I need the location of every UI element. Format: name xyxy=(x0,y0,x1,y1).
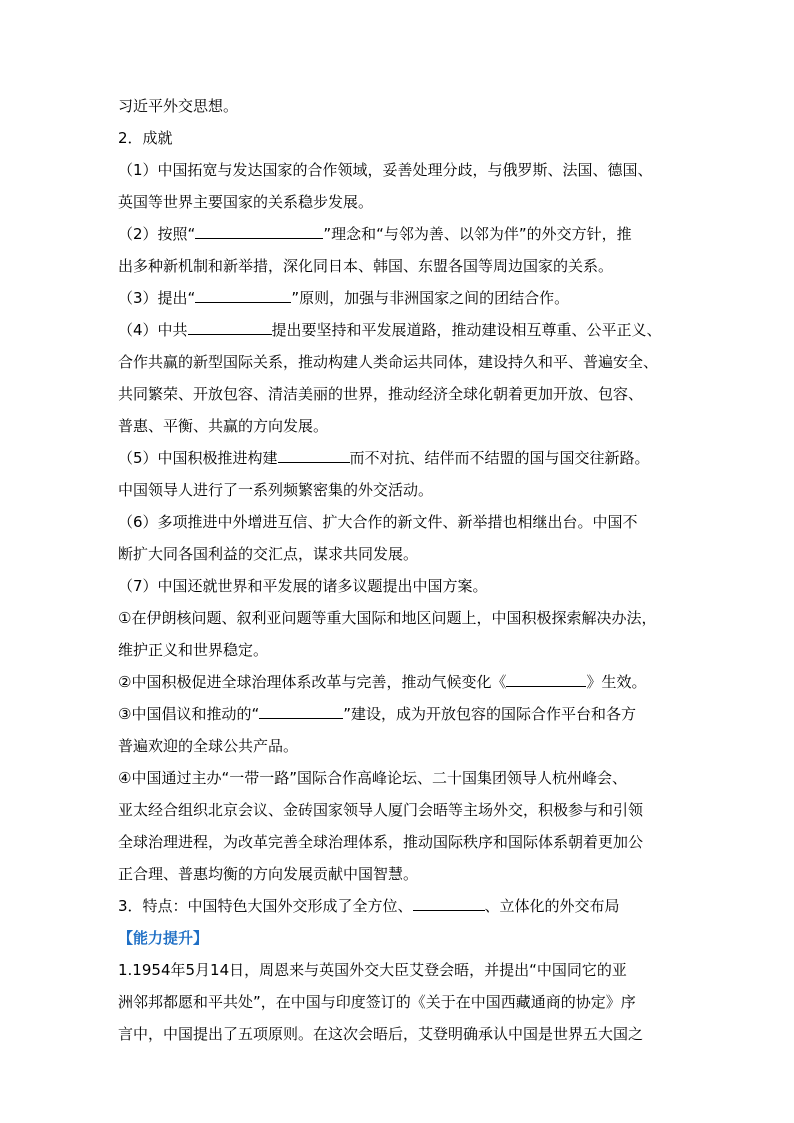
text-line: ①在伊朗核问题、叙利亚问题等重大国际和地区问题上，中国积极探索解决办法， xyxy=(118,609,657,627)
fill-blank[interactable] xyxy=(278,448,350,463)
subheading-achievements: 2．成就 xyxy=(118,129,173,147)
text-line: （7）中国还就世界和平发展的诸多议题提出中国方案。 xyxy=(118,577,488,595)
text-line: （6）多项推进中外增进互信、扩大合作的新文件、新举措也相继出台。中国不 xyxy=(118,513,638,531)
question-line: 洲邻邦都愿和平共处”，在中国与印度签订的《关于在中国西藏通商的协定》序 xyxy=(118,993,636,1011)
text-line-with-blank: 3．特点：中国特色大国外交形成了全方位、 、立体化的外交布局 xyxy=(118,897,620,915)
text-line: 英国等世界主要国家的关系稳步发展。 xyxy=(118,193,374,211)
text-line: 共同繁荣、开放包容、清洁美丽的世界，推动经济全球化朝着更加开放、包容、 xyxy=(118,385,644,403)
fill-blank[interactable] xyxy=(188,320,272,335)
text-line: 普遍欢迎的全球公共产品。 xyxy=(118,737,299,755)
fill-blank[interactable] xyxy=(259,704,343,719)
fill-blank[interactable] xyxy=(413,896,485,911)
text-line: 合作共赢的新型国际关系，推动构建人类命运共同体，建设持久和平、普遍安全、 xyxy=(118,353,659,371)
text-line: 中国领导人进行了一系列频繁密集的外交活动。 xyxy=(118,481,434,499)
text-line: 亚太经合组织北京会议、金砖国家领导人厦门会晤等主场外交，积极参与和引领 xyxy=(118,801,644,819)
text-line: 断扩大同各国利益的交汇点，谋求共同发展。 xyxy=(118,545,419,563)
question-line: 1.1954年5月14日，周恩来与英国外交大臣艾登会晤，并提出“中国同它的亚 xyxy=(118,961,627,979)
text-line-with-blank: （4）中共 提出要坚持和平发展道路，推动建设相互尊重、公平正义、 xyxy=(118,321,662,339)
text-line: 习近平外交思想。 xyxy=(118,97,239,115)
text-line-with-blank: （3）提出“ ”原则，加强与非洲国家之间的团结合作。 xyxy=(118,289,570,307)
text-line: ④中国通过主办“一带一路”国际合作高峰论坛、二十国集团领导人杭州峰会、 xyxy=(118,769,627,787)
text-line-with-blank: （2）按照“ ”理念和“与邻为善、以邻为伴”的外交方针，推 xyxy=(118,225,632,243)
fill-blank[interactable] xyxy=(195,224,323,239)
fill-blank[interactable] xyxy=(195,288,291,303)
text-line: 普惠、平衡、共赢的方向发展。 xyxy=(118,417,329,435)
question-line: 言中，中国提出了五项原则。在这次会晤后，艾登明确承认中国是世界五大国之 xyxy=(118,1025,644,1043)
text-line-with-blank: ③中国倡议和推动的“ ”建设，成为开放包容的国际合作平台和各方 xyxy=(118,705,637,723)
text-line: 出多种新机制和新举措，深化同日本、韩国、东盟各国等周边国家的关系。 xyxy=(118,257,614,275)
text-line: 全球治理进程，为改革完善全球治理体系，推动国际秩序和国际体系朝着更加公 xyxy=(118,833,644,851)
section-heading: 【能力提升】 xyxy=(118,929,209,947)
text-line: 正合理、普惠均衡的方向发展贡献中国智慧。 xyxy=(118,865,419,883)
text-line-with-blank: （5）中国积极推进构建 而不对抗、结伴而不结盟的国与国交往新路。 xyxy=(118,449,650,467)
fill-blank[interactable] xyxy=(506,672,586,687)
text-line-with-blank: ②中国积极促进全球治理体系改革与完善，推动气候变化《 》生效。 xyxy=(118,673,647,691)
text-line: 维护正义和世界稳定。 xyxy=(118,641,269,659)
text-line: （1）中国拓宽与发达国家的合作领域，妥善处理分歧，与俄罗斯、法国、德国、 xyxy=(118,161,653,179)
